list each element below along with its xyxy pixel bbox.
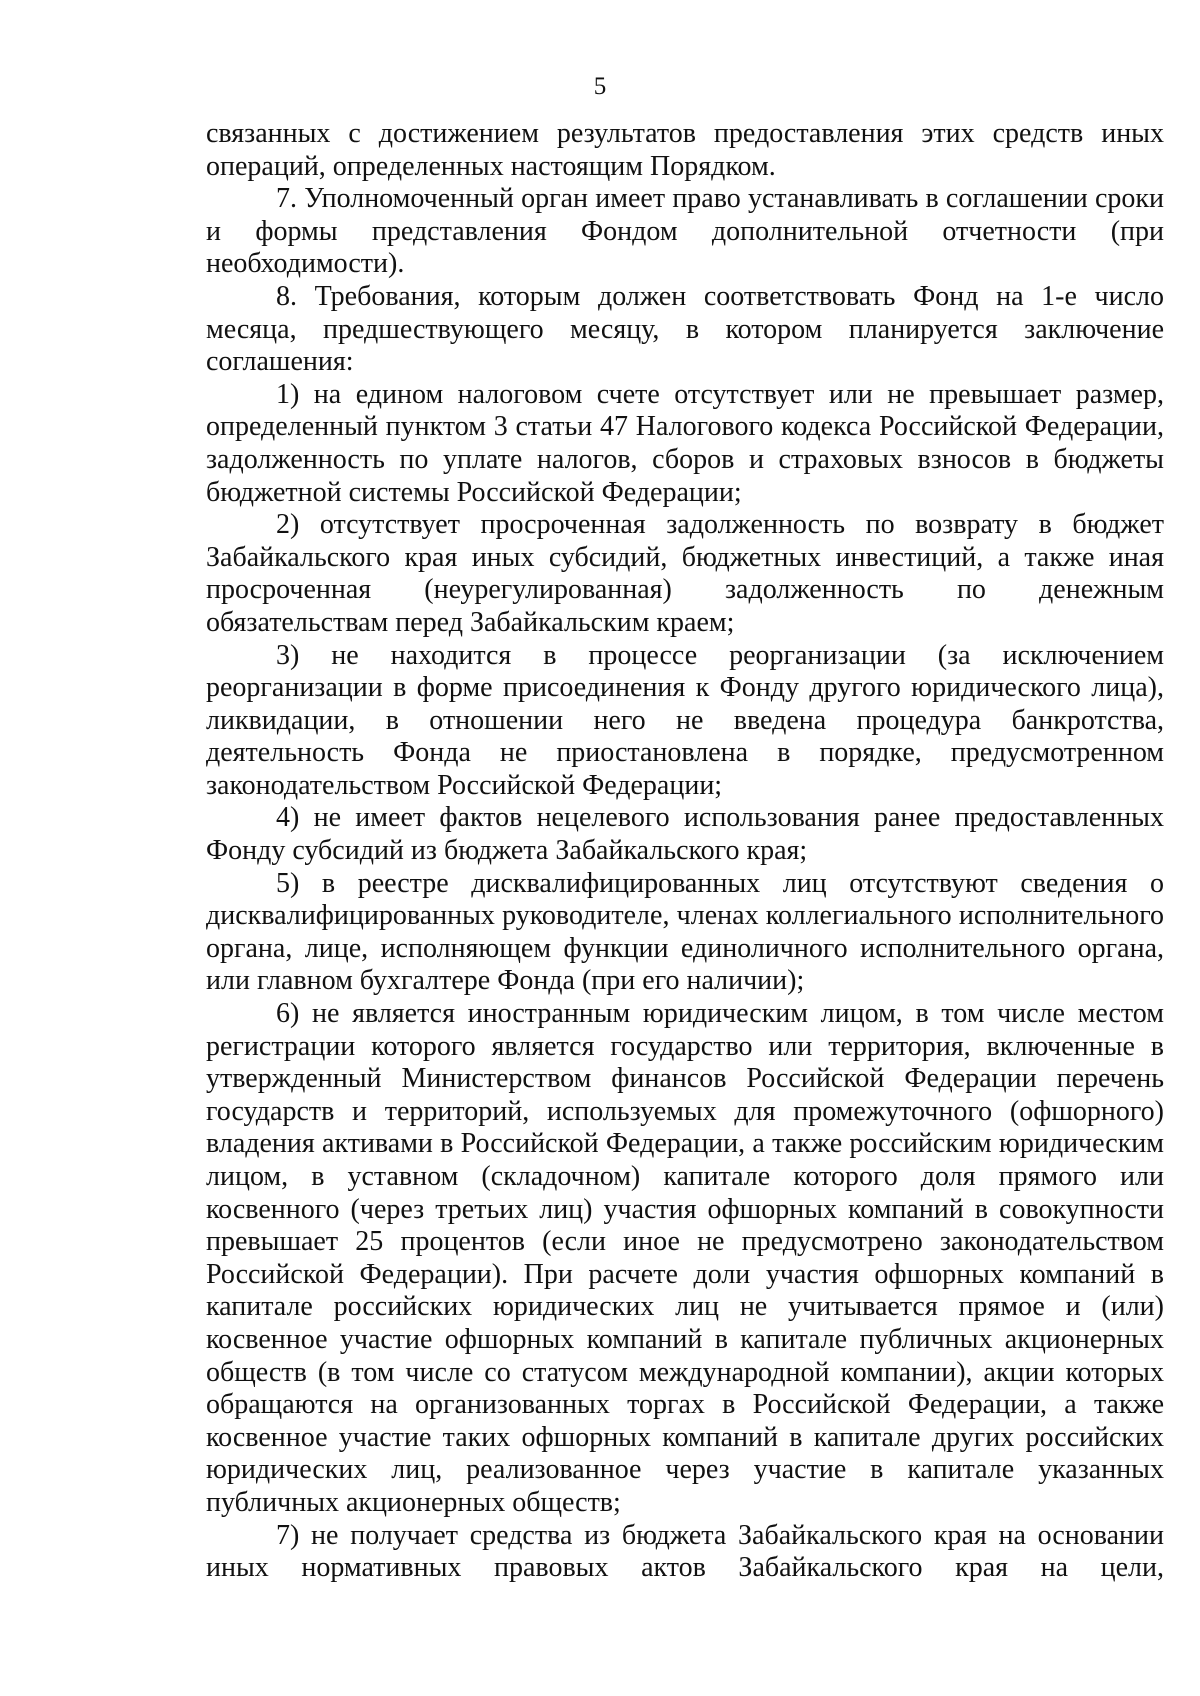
subitem-1: 1) на едином налоговом счете отсутствует или не превышает размер, определенный пунктом 3 статьи 47 Налогового кодекса Российской Федерации, задолженность по уплате налогов, сборов и страховых взносов в бюджеты бюджетной системы Российской Федерации; (206, 378, 1164, 508)
subitem-5: 5) в реестре дисквалифицированных лиц отсутствуют сведения о дисквалифицированных руководителе, членах коллегиального исполнительного органа, лице, исполняющем функции единоличного исполнительного органа, или главном бухгалтере Фонда (при его наличии); (206, 867, 1164, 997)
page-number: 5 (593, 73, 607, 100)
paragraph-item-8: 8. Требования, которым должен соответствовать Фонд на 1-е число месяца, предшествующего месяцу, в котором планируется заключение соглашения: (206, 280, 1164, 378)
paragraph-item-7: 7. Уполномоченный орган имеет право устанавливать в соглашении сроки и формы представления Фондом дополнительной отчетности (при необходимости). (206, 183, 1164, 280)
subitem-7: 7) не получает средства из бюджета Забайкальского края на основании иных нормативных правовых актов Забайкальского края на цели, (206, 1519, 1164, 1584)
subitem-6: 6) не является иностранным юридическим лицом, в том числе местом регистрации которого является государство или территория, включенные в утвержденный Министерством финансов Российской Федерации перечень государств и территорий, используемых для промежуточного (офшорного) владения активами в Российской Федерации, а также российским юридическим лицом, в уставном (складочном) капитале которого доля прямого или косвенного (через третьих лиц) участия офшорных компаний в совокупности превышает 25 процентов (если иное не предусмотрено законодательством Российской Федерации). При расчете доли участия офшорных компаний в капитале российских юридических лиц не учитывается прямое и (или) косвенное участие офшорных компаний в капитале публичных акционерных обществ (в том числе со статусом международной компании), акции которых обращаются на организованных торгах в Российской Федерации, а также косвенное участие таких офшорных компаний в капитале других российских юридических лиц, реализованное через участие в капитале указанных публичных акционерных обществ; (206, 998, 1164, 1518)
subitem-3: 3) не находится в процессе реорганизации (за исключением реорганизации в форме присоединения к Фонду другого юридического лица), ликвидации, в отношении него не введена процедура банкротства, деятельность Фонда не приостановлена в порядке, предусмотренном законодательством Российской Федерации; (206, 639, 1164, 801)
paragraph-continuation: связанных с достижением результатов предоставления этих средств иных операций, определенных настоящим Порядком. (206, 118, 1164, 182)
subitem-4: 4) не имеет фактов нецелевого использования ранее предоставленных Фонду субсидий из бюджета Забайкальского края; (206, 802, 1164, 867)
document-body (206, 118, 1164, 1585)
subitem-2: 2) отсутствует просроченная задолженность по возврату в бюджет Забайкальского края иных субсидий, бюджетных инвестиций, а также иная просроченная (неурегулированная) задолженность по денежным обязательствам перед Забайкальским краем; (206, 509, 1164, 638)
